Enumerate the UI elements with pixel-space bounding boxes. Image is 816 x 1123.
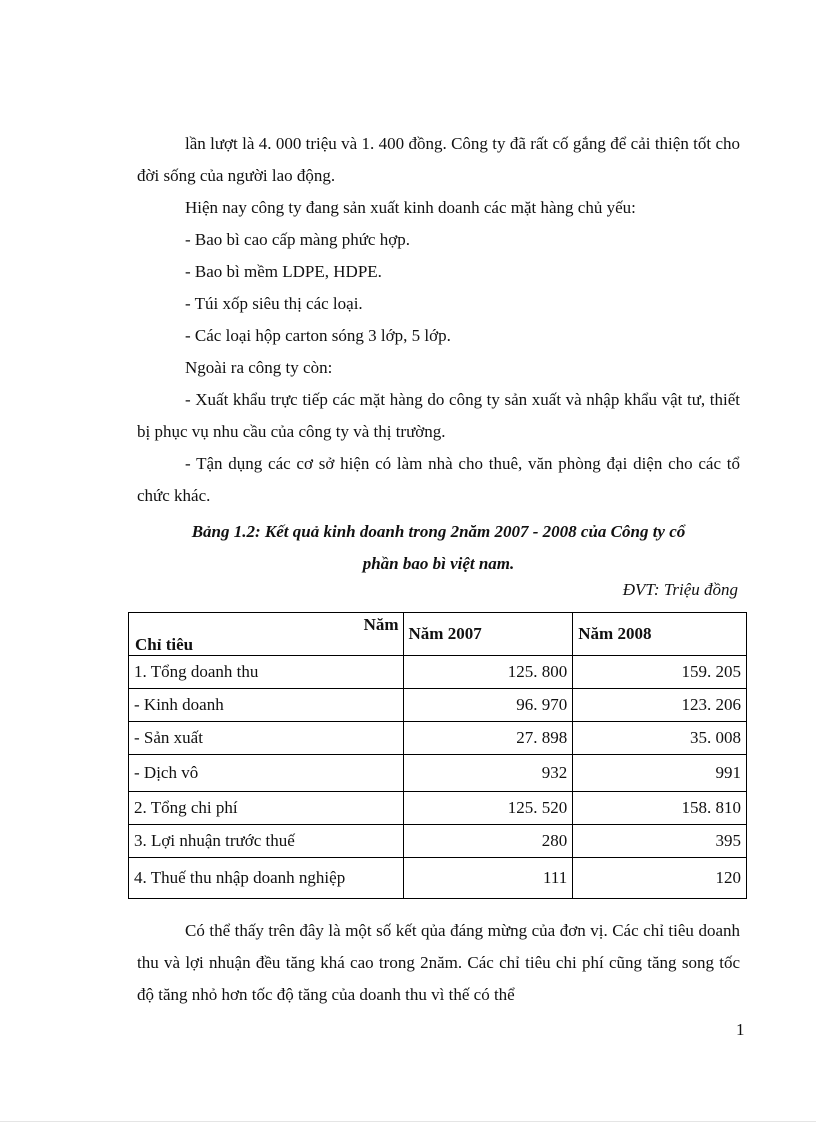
table-row <box>129 825 747 858</box>
table-caption <box>137 516 740 580</box>
value-2008: 158. 810 <box>573 792 747 825</box>
table-header-row <box>129 613 747 656</box>
row-label: - Sản xuất <box>129 722 404 755</box>
value-2007: 27. 898 <box>403 722 573 755</box>
table-row <box>129 689 747 722</box>
list-item: - Các loại hộp carton sóng 3 lớp, 5 lớp. <box>185 326 451 345</box>
table-caption-line2: phần bao bì việt nam. <box>362 554 515 573</box>
row-label: 3. Lợi nhuận trước thuế <box>129 825 404 858</box>
value-2007: 96. 970 <box>403 689 573 722</box>
row-label: - Kinh doanh <box>129 689 404 722</box>
row-label: 4. Thuế thu nhập doanh nghiệp <box>129 858 404 899</box>
table-caption-line1: Bảng 1.2: Kết quả kinh doanh trong 2năm 2007 - 2008 của Công ty cổ <box>191 522 686 541</box>
page-number: 1 <box>736 1020 745 1039</box>
paragraph-conclusion: Có thể thấy trên đây là một số kết qủa đáng mừng của đơn vị. Các chỉ tiêu doanh thu và lợi nhuận đều tăng khá cao trong 2năm. Các chỉ tiêu chi phí cũng tăng song tốc độ tăng nhỏ hơn tốc độ tăng của doanh thu vì thế có thể <box>137 921 740 1004</box>
value-2008: 35. 008 <box>573 722 747 755</box>
row-label: 1. Tổng doanh thu <box>129 656 404 689</box>
paragraph-salary: lần lượt là 4. 000 triệu và 1. 400 đồng. Công ty đã rất cố gắng để cải thiện tốt cho đời sống của người lao động. <box>137 134 740 185</box>
list-item: - Túi xốp siêu thị các loại. <box>185 294 363 313</box>
header-year-2008: Năm 2008 <box>573 613 747 656</box>
value-2007: 125. 520 <box>403 792 573 825</box>
value-2008: 123. 206 <box>573 689 747 722</box>
header-year-2007: Năm 2007 <box>403 613 573 656</box>
value-2007: 111 <box>403 858 573 899</box>
header-chi-tieu: Chỉ tiêu <box>135 635 194 654</box>
paragraph-other-intro: Ngoài ra công ty còn: <box>185 358 333 377</box>
business-results-table <box>128 612 747 899</box>
value-2008: 395 <box>573 825 747 858</box>
value-2008: 991 <box>573 755 747 792</box>
paragraph-products-intro: Hiện nay công ty đang sản xuất kinh doanh các mặt hàng chủ yếu: <box>185 198 636 217</box>
table-row <box>129 722 747 755</box>
table-row <box>129 656 747 689</box>
list-item: - Bao bì mềm LDPE, HDPE. <box>185 262 382 281</box>
row-label: - Dịch vô <box>129 755 404 792</box>
list-item: - Xuất khẩu trực tiếp các mặt hàng do công ty sản xuất và nhập khẩu vật tư, thiết bị phục vụ nhu cầu của công ty và thị trường. <box>137 390 740 441</box>
header-nam: Năm <box>363 615 399 634</box>
table-row <box>129 792 747 825</box>
table-row <box>129 755 747 792</box>
value-2007: 932 <box>403 755 573 792</box>
table-row <box>129 858 747 899</box>
value-2007: 280 <box>403 825 573 858</box>
value-2008: 120 <box>573 858 747 899</box>
list-item: - Tận dụng các cơ sở hiện có làm nhà cho thuê, văn phòng đại diện cho các tổ chức khác. <box>137 454 740 505</box>
table-unit: ĐVT: Triệu đồng <box>622 580 738 599</box>
page-divider <box>0 1121 816 1122</box>
row-label: 2. Tổng chi phí <box>129 792 404 825</box>
list-item: - Bao bì cao cấp màng phức hợp. <box>185 230 410 249</box>
header-diagonal-cell <box>129 613 404 656</box>
value-2007: 125. 800 <box>403 656 573 689</box>
value-2008: 159. 205 <box>573 656 747 689</box>
